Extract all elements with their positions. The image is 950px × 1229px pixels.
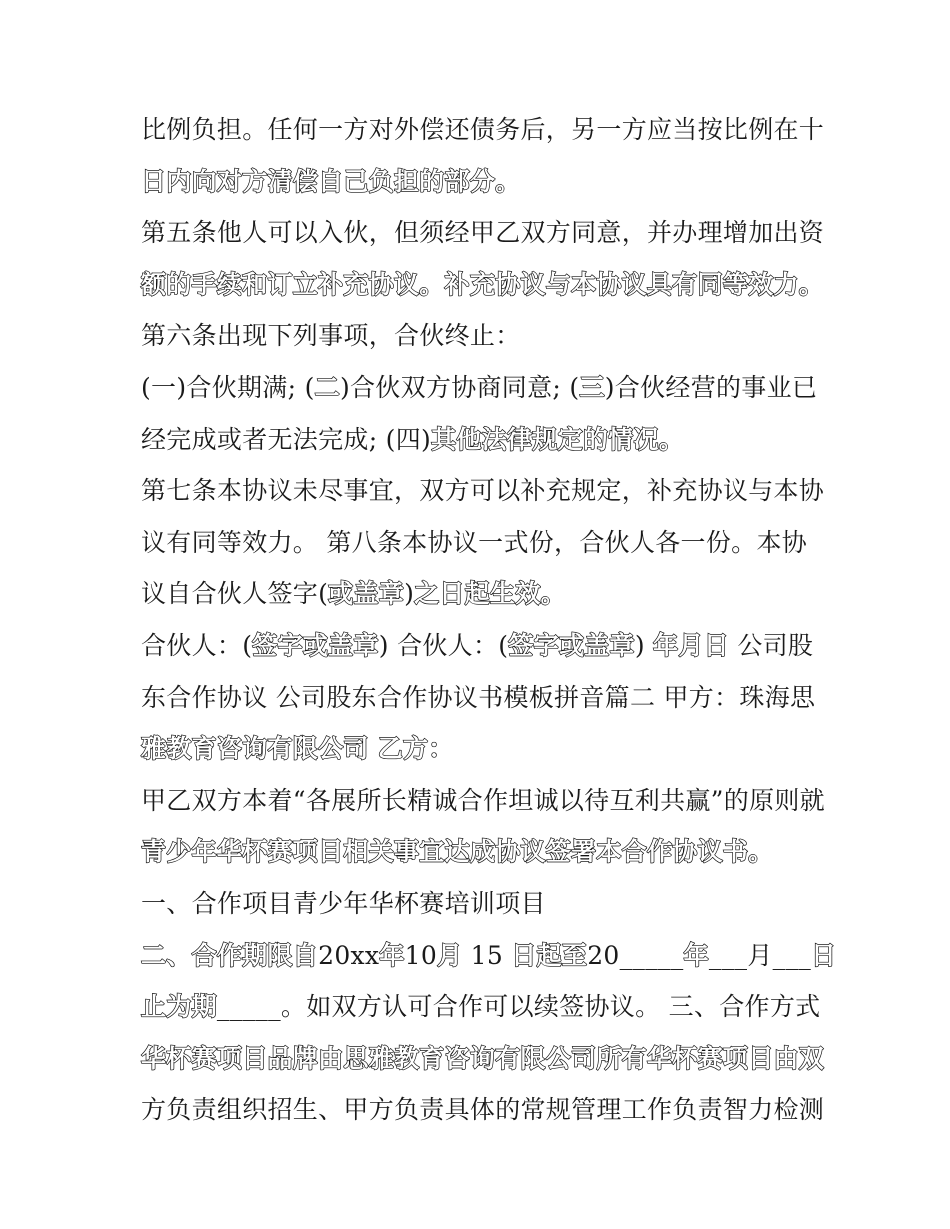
- text-line: [141, 729, 831, 769]
- outlined-text-segment: 三: [579, 373, 605, 402]
- outlined-text-segment: 之日起生效。: [414, 579, 566, 608]
- text-line: [141, 265, 831, 305]
- text-line: [141, 678, 831, 718]
- outlined-text-segment: 签字或盖章: [252, 631, 379, 660]
- text-line: [141, 936, 837, 976]
- text-segment: ___: [772, 941, 812, 970]
- outlined-text-segment: 其他法律规定的情况。: [431, 425, 685, 454]
- text-segment: 东合作协议 公司股东合作协议书模板拼音篇二 甲方：珠海思: [141, 683, 816, 712]
- text-line: [141, 110, 831, 150]
- text-line: [141, 316, 831, 356]
- text-segment: 方负责组织招生、甲方负责具体的常规管理工作负责智力检测: [141, 1095, 825, 1124]
- text-line: [141, 1090, 831, 1130]
- text-segment: 甲乙双方本着“各展所长精诚合作坦诚以待互利共赢”的原则就: [141, 786, 825, 815]
- text-segment: 10: [404, 941, 438, 970]
- text-segment: )合伙经营的事业已: [604, 373, 818, 402]
- text-line: [141, 574, 831, 614]
- text-segment: 比例负担。任何一方对外偿还债务后，另一方应当按比例在十: [141, 115, 825, 144]
- text-line: [141, 523, 831, 563]
- text-segment: ) 合伙人：(: [378, 631, 509, 660]
- outlined-text-segment: 二、合作期限自: [141, 941, 319, 970]
- text-segment: ): [634, 631, 654, 660]
- text-segment: 合伙人：(: [141, 631, 253, 660]
- text-line: [141, 471, 831, 511]
- outlined-text-segment: 日起至: [511, 941, 588, 970]
- text-segment: ): [404, 579, 415, 608]
- outlined-text-segment: 签字或盖章: [508, 631, 635, 660]
- text-line: [141, 1039, 831, 1079]
- text-segment: 第七条本协议未尽事宜，双方可以补充规定，补充协议与本协: [141, 476, 825, 505]
- outlined-text-segment: 年: [683, 941, 709, 970]
- text-segment: 一、合作项目青少年华杯赛培训项目: [141, 889, 546, 918]
- outlined-text-segment: 月: [437, 941, 463, 970]
- outlined-text-segment: 或盖章: [328, 579, 405, 608]
- text-line: [141, 213, 831, 253]
- outlined-text-segment: 止为期: [141, 992, 217, 1021]
- text-segment: 20_____: [587, 941, 684, 970]
- text-line: [141, 162, 831, 202]
- outlined-text-segment: 二: [314, 373, 340, 402]
- text-line: [141, 832, 831, 872]
- text-segment: 20xx: [318, 941, 380, 970]
- outlined-text-segment: 青少年华杯赛项目相关事宜达成协议签署本合作协议书。: [141, 837, 774, 866]
- text-segment: 经完成或者无法完成; (四): [141, 425, 432, 454]
- text-line: [141, 987, 831, 1027]
- text-segment: 议有同等效力。 第八条本协议一式份，合伙人各一份。本协: [141, 528, 808, 557]
- text-segment: 公司股: [729, 631, 814, 660]
- text-line: [141, 884, 831, 924]
- outlined-text-segment: 额的手续和订立补充协议。补充协议与本协议具有同等效力。: [141, 270, 825, 299]
- outlined-text-segment: 雅教育咨询有限公司 乙方：: [141, 734, 454, 763]
- text-segment: 第五条他人可以入伙，但须经甲乙双方同意，并办理增加出资: [141, 218, 825, 247]
- text-segment: 第六条出现下列事项，合伙终止：: [141, 321, 521, 350]
- text-line: [141, 420, 831, 460]
- text-segment: )合伙双方协商同意; (: [339, 373, 580, 402]
- outlined-text-segment: 年: [379, 941, 405, 970]
- outlined-text-segment: 华杯赛项目品牌由思雅教育咨询有限公司所有华杯赛项目由双: [141, 1044, 825, 1073]
- text-segment: ___: [708, 941, 748, 970]
- text-segment: 议自合伙人签字(: [141, 579, 329, 608]
- text-segment: 15: [462, 941, 512, 970]
- text-line: [141, 368, 831, 408]
- outlined-text-segment: 日内向对方清偿自己负担的部分。: [141, 167, 521, 196]
- text-segment: 月: [747, 941, 773, 970]
- outlined-text-segment: 年月日: [653, 631, 730, 660]
- text-line: [141, 781, 831, 821]
- text-segment: (一)合伙期满; (: [141, 373, 315, 402]
- outlined-text-segment: 日: [811, 941, 837, 970]
- text-segment: _____。如双方认可合作可以续签协议。 三、合作方式: [216, 992, 821, 1021]
- text-line: [141, 626, 831, 666]
